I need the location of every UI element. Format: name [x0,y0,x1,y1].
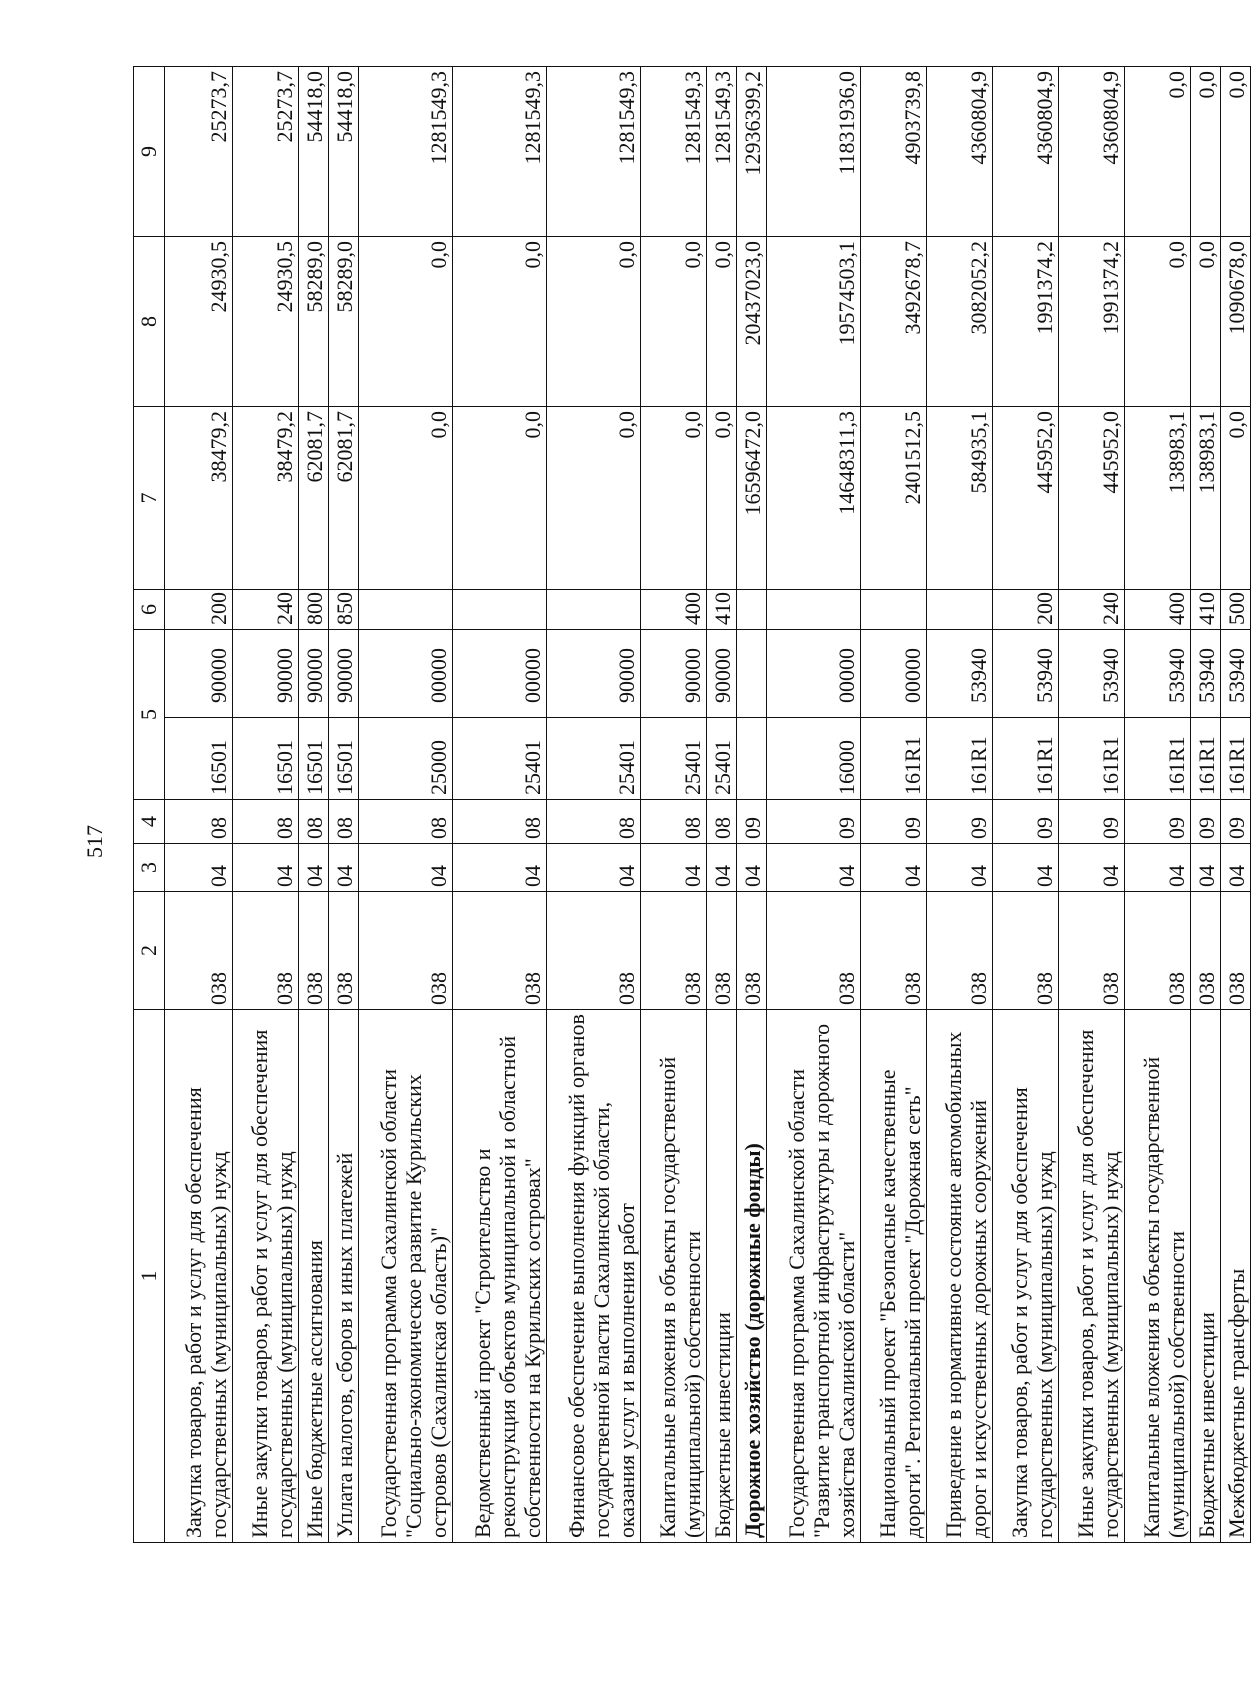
header-col-4: 4 [134,800,165,844]
row-code-direction: 53940 [1125,630,1191,718]
row-code-admin: 038 [547,892,641,1010]
row-code-direction: 00000 [359,630,453,718]
row-value-col9: 1281549,3 [453,67,547,237]
row-value-col7: 0,0 [707,407,737,590]
row-value-col9: 1281549,3 [547,67,641,237]
row-code-program: 16501 [233,718,299,800]
row-name: Закупка товаров, работ и услуг для обеспечения государственных (муниципальных) нужд [993,1010,1059,1543]
row-code-program: 161R1 [1221,718,1251,800]
row-value-col9: 12936399,2 [737,67,767,237]
row-code-subsection: 08 [165,800,233,844]
row-code-expense-type: 800 [299,590,329,630]
table-row [1059,67,1125,1543]
table-row [641,67,707,1543]
row-code-admin: 038 [641,892,707,1010]
row-value-col7: 138983,1 [1125,407,1191,590]
row-code-subsection: 08 [641,800,707,844]
row-code-expense-type: 400 [641,590,707,630]
row-code-program: 25401 [453,718,547,800]
row-code-expense-type: 240 [1059,590,1125,630]
row-code-expense-type: 240 [233,590,299,630]
row-code-section: 04 [641,844,707,892]
table-body [165,67,1251,1543]
row-value-col7: 138983,1 [1191,407,1221,590]
row-code-expense-type [547,590,641,630]
row-code-section: 04 [927,844,993,892]
row-code-program: 161R1 [861,718,927,800]
row-code-subsection: 09 [927,800,993,844]
row-code-program: 161R1 [1059,718,1125,800]
header-col-3: 3 [134,844,165,892]
row-code-direction: 00000 [861,630,927,718]
row-value-col7: 0,0 [359,407,453,590]
row-name: Иные бюджетные ассигнования [299,1010,329,1543]
row-value-col9: 1281549,3 [707,67,737,237]
row-name: Приведение в нормативное состояние автомобильных дорог и искусственных дорожных сооружений [927,1010,993,1543]
row-code-program [737,718,767,800]
row-value-col7: 38479,2 [233,407,299,590]
header-col-5: 5 [134,630,165,800]
row-code-section: 04 [1125,844,1191,892]
row-code-admin: 038 [1191,892,1221,1010]
row-value-col8: 20437023,0 [737,237,767,407]
row-name: Государственная программа Сахалинской области "Социально-экономическое развитие Курильских островов (Сахалинская область)" [359,1010,453,1543]
row-code-direction: 90000 [547,630,641,718]
row-code-expense-type: 410 [707,590,737,630]
row-code-subsection: 09 [1191,800,1221,844]
row-code-subsection: 08 [453,800,547,844]
row-value-col7: 445952,0 [993,407,1059,590]
table-row [1221,67,1251,1543]
row-value-col7: 0,0 [641,407,707,590]
row-code-expense-type: 200 [165,590,233,630]
table-row [767,67,861,1543]
row-code-direction: 00000 [453,630,547,718]
row-code-admin: 038 [1059,892,1125,1010]
row-code-direction: 00000 [767,630,861,718]
row-code-admin: 038 [861,892,927,1010]
row-code-admin: 038 [299,892,329,1010]
header-col-1: 1 [134,1010,165,1543]
row-value-col7: 584935,1 [927,407,993,590]
row-code-direction: 53940 [1059,630,1125,718]
row-code-admin: 038 [767,892,861,1010]
row-code-section: 04 [1191,844,1221,892]
row-code-program: 25000 [359,718,453,800]
row-code-expense-type: 400 [1125,590,1191,630]
row-value-col9: 1281549,3 [641,67,707,237]
row-value-col8: 24930,5 [165,237,233,407]
row-name: Государственная программа Сахалинской области "Развитие транспортной инфраструктуры и дорожного хозяйства Сахалинской области" [767,1010,861,1543]
row-name: Финансовое обеспечение выполнения функций органов государственной власти Сахалинской области, оказания услуг и выполнения работ [547,1010,641,1543]
row-code-admin: 038 [993,892,1059,1010]
row-code-program: 16501 [165,718,233,800]
row-code-admin: 038 [329,892,359,1010]
row-code-subsection: 09 [737,800,767,844]
row-code-subsection: 09 [1221,800,1251,844]
row-value-col8: 0,0 [1191,237,1221,407]
row-code-expense-type [737,590,767,630]
row-value-col7: 445952,0 [1059,407,1125,590]
row-code-subsection: 08 [299,800,329,844]
table-row [233,67,299,1543]
row-code-admin: 038 [165,892,233,1010]
row-name: Иные закупки товаров, работ и услуг для обеспечения государственных (муниципальных) нужд [233,1010,299,1543]
row-value-col9: 54418,0 [329,67,359,237]
row-value-col8: 1090678,0 [1221,237,1251,407]
row-value-col8: 58289,0 [299,237,329,407]
table-row [737,67,767,1543]
row-code-program: 161R1 [1191,718,1221,800]
row-code-program: 16000 [767,718,861,800]
row-value-col9: 0,0 [1191,67,1221,237]
row-name: Дорожное хозяйство (дорожные фонды) [737,1010,767,1543]
row-code-direction: 90000 [707,630,737,718]
row-name: Иные закупки товаров, работ и услуг для обеспечения государственных (муниципальных) нужд [1059,1010,1125,1543]
row-name: Капитальные вложения в объекты государственной (муниципальной) собственности [641,1010,707,1543]
row-value-col8: 1991374,2 [1059,237,1125,407]
table-row [1191,67,1221,1543]
row-code-program: 161R1 [993,718,1059,800]
row-value-col9: 25273,7 [233,67,299,237]
table-row [165,67,233,1543]
row-code-section: 04 [329,844,359,892]
row-code-subsection: 08 [547,800,641,844]
row-code-subsection: 09 [1059,800,1125,844]
row-name: Капитальные вложения в объекты государственной (муниципальной) собственности [1125,1010,1191,1543]
row-code-admin: 038 [927,892,993,1010]
row-value-col9: 54418,0 [299,67,329,237]
header-col-9: 9 [134,67,165,237]
row-code-admin: 038 [233,892,299,1010]
table-row [299,67,329,1543]
rotated-page-content [133,67,1250,1543]
row-value-col7: 16596472,0 [737,407,767,590]
row-code-section: 04 [707,844,737,892]
row-value-col9: 4360804,9 [1059,67,1125,237]
row-code-admin: 038 [737,892,767,1010]
row-value-col8: 58289,0 [329,237,359,407]
table-row [861,67,927,1543]
row-code-expense-type: 500 [1221,590,1251,630]
header-col-6: 6 [134,590,165,630]
row-value-col9: 25273,7 [165,67,233,237]
row-value-col7: 62081,7 [299,407,329,590]
budget-table [133,66,1251,1543]
row-value-col7: 0,0 [453,407,547,590]
row-value-col8: 0,0 [707,237,737,407]
row-code-expense-type [927,590,993,630]
row-code-admin: 038 [1221,892,1251,1010]
row-code-subsection: 08 [233,800,299,844]
row-code-expense-type [453,590,547,630]
row-code-subsection: 08 [707,800,737,844]
row-code-section: 04 [993,844,1059,892]
row-name: Уплата налогов, сборов и иных платежей [329,1010,359,1543]
header-col-8: 8 [134,237,165,407]
header-col-7: 7 [134,407,165,590]
table-row [359,67,453,1543]
table-row [329,67,359,1543]
row-code-direction: 90000 [165,630,233,718]
row-code-direction: 53940 [927,630,993,718]
row-code-program: 25401 [707,718,737,800]
table-row [927,67,993,1543]
row-code-program: 16501 [299,718,329,800]
row-code-expense-type [359,590,453,630]
row-code-section: 04 [767,844,861,892]
row-value-col8: 0,0 [547,237,641,407]
page-number: 517 [82,825,107,858]
row-code-section: 04 [547,844,641,892]
row-code-program: 161R1 [927,718,993,800]
row-code-subsection: 09 [861,800,927,844]
row-code-section: 04 [453,844,547,892]
table-row [707,67,737,1543]
row-code-direction: 90000 [299,630,329,718]
row-value-col8: 0,0 [1125,237,1191,407]
row-value-col8: 0,0 [641,237,707,407]
row-value-col7: 14648311,3 [767,407,861,590]
row-code-direction: 53940 [993,630,1059,718]
row-code-program: 161R1 [1125,718,1191,800]
row-code-expense-type: 410 [1191,590,1221,630]
row-code-program: 25401 [641,718,707,800]
row-code-section: 04 [1059,844,1125,892]
row-code-subsection: 09 [1125,800,1191,844]
row-code-section: 04 [299,844,329,892]
row-value-col8: 0,0 [453,237,547,407]
header-row [134,67,165,1543]
row-value-col9: 11831936,0 [767,67,861,237]
row-name: Ведомственный проект "Строительство и реконструкция объектов муниципальной и областной собственности на Курильских островах" [453,1010,547,1543]
row-code-direction: 53940 [1191,630,1221,718]
row-value-col9: 4360804,9 [993,67,1059,237]
row-code-expense-type [767,590,861,630]
row-code-admin: 038 [707,892,737,1010]
row-code-direction: 90000 [329,630,359,718]
row-value-col7: 62081,7 [329,407,359,590]
row-value-col7: 38479,2 [165,407,233,590]
row-code-subsection: 09 [767,800,861,844]
row-code-program: 16501 [329,718,359,800]
row-code-direction [737,630,767,718]
row-code-subsection: 09 [993,800,1059,844]
row-code-section: 04 [1221,844,1251,892]
row-code-expense-type: 200 [993,590,1059,630]
row-value-col9: 0,0 [1221,67,1251,237]
row-value-col7: 0,0 [1221,407,1251,590]
row-value-col8: 1991374,2 [993,237,1059,407]
row-value-col7: 2401512,5 [861,407,927,590]
row-code-subsection: 08 [359,800,453,844]
row-code-section: 04 [359,844,453,892]
row-code-admin: 038 [453,892,547,1010]
row-name: Национальный проект "Безопасные качественные дороги". Региональный проект "Дорожная сеть" [861,1010,927,1543]
table-row [453,67,547,1543]
table-row [547,67,641,1543]
row-value-col9: 4903739,8 [861,67,927,237]
row-code-expense-type: 850 [329,590,359,630]
row-name: Бюджетные инвестиции [1191,1010,1221,1543]
row-value-col9: 1281549,3 [359,67,453,237]
row-code-section: 04 [861,844,927,892]
row-code-admin: 038 [1125,892,1191,1010]
row-value-col8: 3492678,7 [861,237,927,407]
row-value-col9: 4360804,9 [927,67,993,237]
row-value-col8: 19574503,1 [767,237,861,407]
row-code-admin: 038 [359,892,453,1010]
row-value-col8: 3082052,2 [927,237,993,407]
row-code-direction: 90000 [641,630,707,718]
table-row [993,67,1059,1543]
row-code-subsection: 08 [329,800,359,844]
row-code-section: 04 [737,844,767,892]
row-value-col8: 24930,5 [233,237,299,407]
row-code-expense-type [861,590,927,630]
row-name: Бюджетные инвестиции [707,1010,737,1543]
row-name: Закупка товаров, работ и услуг для обеспечения государственных (муниципальных) нужд [165,1010,233,1543]
header-col-2: 2 [134,892,165,1010]
row-code-section: 04 [165,844,233,892]
row-code-section: 04 [233,844,299,892]
row-code-direction: 53940 [1221,630,1251,718]
row-name: Межбюджетные трансферты [1221,1010,1251,1543]
row-value-col9: 0,0 [1125,67,1191,237]
row-code-direction: 90000 [233,630,299,718]
row-value-col8: 0,0 [359,237,453,407]
table-row [1125,67,1191,1543]
row-code-program: 25401 [547,718,641,800]
row-value-col7: 0,0 [547,407,641,590]
